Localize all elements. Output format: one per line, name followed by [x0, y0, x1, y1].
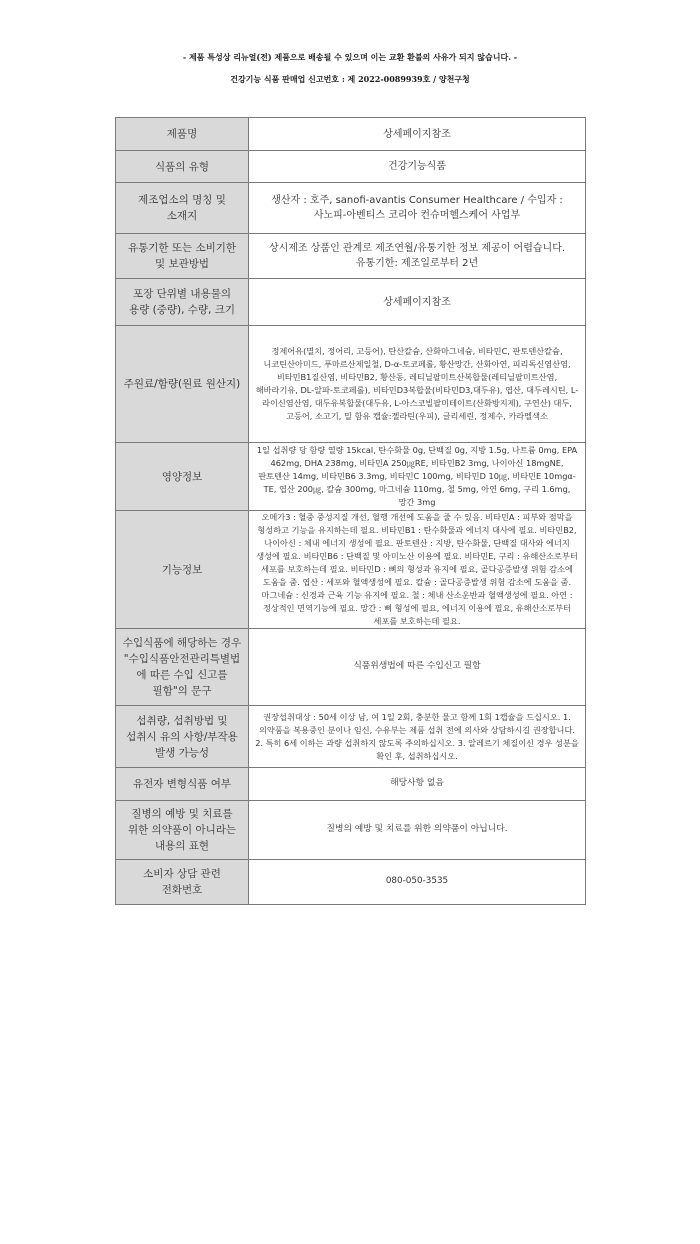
product-info-table [115, 117, 586, 905]
row-label-food-type: 식품의 유형 [116, 151, 249, 183]
notice-header [0, 46, 700, 90]
row-label-not-medicine: 질병의 예방 및 치료를 위한 의약품이 아니라는 내용의 표현 [116, 801, 249, 860]
row-label-expiration: 유통기한 또는 소비기한 및 보관방법 [116, 234, 249, 279]
row-value-product-name: 상세페이지참조 [249, 118, 586, 151]
table-row [116, 234, 586, 279]
renewal-notice: - 제품 특성상 리뉴얼(전) 제품으로 배송될 수 있으며 이는 교환 환불의 사유가 되지 않습니다. - [182, 52, 518, 62]
row-label-manufacturer: 제조업소의 명칭 및 소재지 [116, 183, 249, 234]
table-row [116, 801, 586, 860]
row-value-food-type: 건강기능식품 [249, 151, 586, 183]
row-value-not-medicine: 질병의 예방 및 치료를 위한 의약품이 아닙니다. [249, 801, 586, 860]
registration-number: 건강기능 식품 판매업 신고번호 : 제 2022-0089939호 / 양천구청 [230, 74, 470, 84]
table-row [116, 326, 586, 443]
row-value-package: 상세페이지참조 [249, 279, 586, 326]
row-value-phone: 080-050-3535 [249, 860, 586, 905]
table-row [116, 629, 586, 706]
row-label-gmo: 유전자 변형식품 여부 [116, 768, 249, 801]
table-row [116, 768, 586, 801]
row-value-nutrition: 1일 섭취량 당 함량 열량 15kcal, 탄수화물 0g, 단백질 0g, 지방 1.5g, 나트륨 0mg, EPA 462mg, DHA 238mg, 비타민A 250㎍RE, 비타민B2 3mg, 나이아신 18mgNE, 판토텐산 14mg, 비타민B6 3.3mg, 비타민C 100mg, 비타민D 10㎍, 비타민E 10mgα-TE, 엽산 200㎍, 칼슘 300mg, 마그네슘 110mg, 철 5mg, 아연 6mg, 구리 1.6mg, 망간 3mg [249, 443, 586, 511]
row-value-function: 오메가3 : 혈중 중성지질 개선, 혈행 개선에 도움을 줄 수 있음. 비타민A : 피부와 점막을 형성하고 기능을 유지하는데 필요. 비타민B1 : 탄수화물과 에너지 대사에 필요. 비타민B2, 나이아신 : 체내 에너지 생성에 필요. 판토텐산 : 지방, 탄수화물, 단백질 대사와 에너지 생성에 필요. 비타민B6 : 단백질 및 아미노산 이용에 필요. 비타민E, 구리 : 유해산소로부터 세포를 보호하는데 필요. 비타민D : 뼈의 형성과 유지에 필요, 골다공증발생 위험 감소에 도움을 줌. 엽산 : 세포와 혈액생성에 필요. 칼슘 : 골다공증발생 위험 감소에 도움을 줌. 마그네슘 : 신경과 근육 기능 유지에 필요. 철 : 체내 산소운반과 혈액생성에 필요. 아연 : 정상적인 면역기능에 필요. 망간 : 뼈 형성에 필요, 에너지 이용에 필요, 유해산소로부터 세포를 보호하는데 필요. [249, 511, 586, 629]
row-label-function: 기능정보 [116, 511, 249, 629]
table-row [116, 860, 586, 905]
row-value-ingredients: 정제어유(멸치, 정어리, 고등어), 탄산칼슘, 산화마그네슘, 비타민C, 판토텐산칼슘, 니코틴산아미드, 푸마르산제일철, D-α-토코페롤, 황산망간, 산화아연, 피리독신염산염, 비타민B1질산염, 비타민B2, 황산동, 레티닐팔미트산복합물(레티닐팔미트산염, 해바라기유, DL-알파-토코페롤), 비타민D3복합물(비타민D3,대두유), 엽산, 대두레시틴, L-라이신염산염, 대두유복합물(대두유, L-아스코빌팔미테이트(산화방지제), 구연산) 대두, 고등어, 소고기, 밀 함유 캡슐:젤라틴(우피), 글리세린, 정제수, 카라멜색소 [249, 326, 586, 443]
table-row [116, 706, 586, 768]
row-value-manufacturer: 생산자 : 호주, sanofi-avantis Consumer Healthcare / 수입자 : 사노피-아벤티스 코리아 컨슈머헬스케어 사업부 [249, 183, 586, 234]
row-label-phone: 소비자 상담 관련 전화번호 [116, 860, 249, 905]
row-value-gmo: 해당사항 없음 [249, 768, 586, 801]
row-label-product-name: 제품명 [116, 118, 249, 151]
row-label-nutrition: 영양정보 [116, 443, 249, 511]
table-row [116, 183, 586, 234]
row-value-import-notice: 식품위생법에 따른 수입신고 필함 [249, 629, 586, 706]
row-value-intake: 권장섭취대상 : 50세 이상 남, 여 1일 2회, 충분한 물고 함께 1회 1캡슐을 드십시오. 1. 의약품을 복용중인 분이나 임신, 수유부는 제품 섭취 전에 의사와 상담하시길 권장합니다. 2. 특히 6세 이하는 과량 섭취하지 않도록 주의하십시오. 3. 알레르기 체질이신 경우 성분을 확인 후, 섭취하십시오. [249, 706, 586, 768]
row-label-package: 포장 단위별 내용물의 용량 (중량), 수량, 크기 [116, 279, 249, 326]
row-value-expiration: 상시제조 상품인 관계로 제조연월/유통기한 정보 제공이 어렵습니다. 유통기한: 제조일로부터 2년 [249, 234, 586, 279]
table-row [116, 151, 586, 183]
row-label-ingredients: 주원료/함량(원료 원산지) [116, 326, 249, 443]
table-row [116, 511, 586, 629]
table-row [116, 443, 586, 511]
row-label-import-notice: 수입식품에 해당하는 경우 "수입식품안전관리특별법에 따른 수입 신고를 필함"의 문구 [116, 629, 249, 706]
row-label-intake: 섭취량, 섭취방법 및 섭취시 유의 사항/부작용 발생 가능성 [116, 706, 249, 768]
table-row [116, 118, 586, 151]
table-row [116, 279, 586, 326]
